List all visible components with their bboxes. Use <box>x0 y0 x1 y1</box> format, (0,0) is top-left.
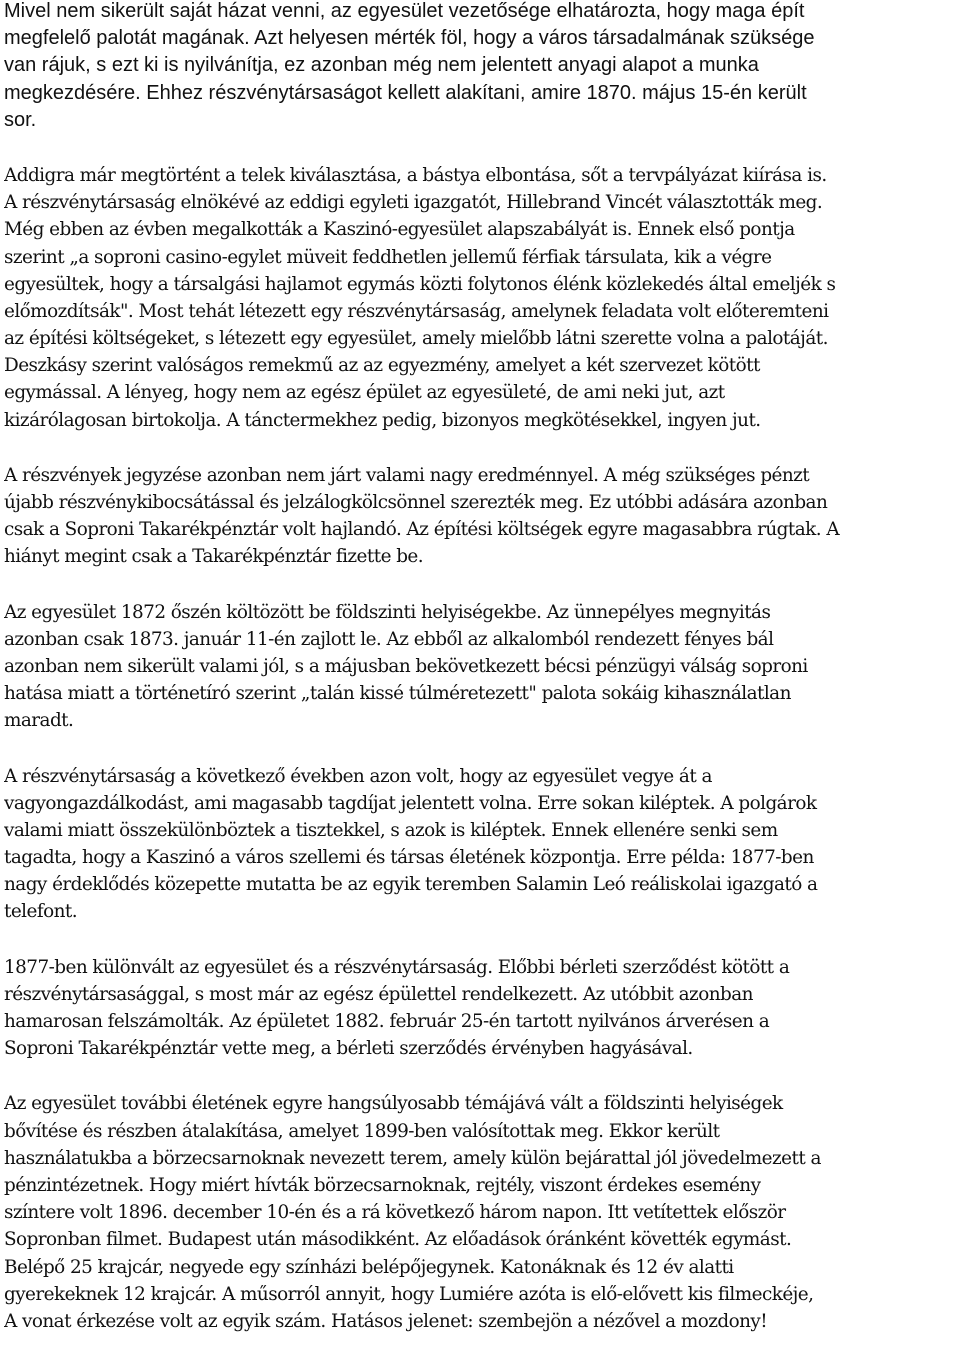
text-line: Deszkásy szerint valóságos remekmű az az egyezmény, amelyet a két szervezet kötött <box>4 355 760 377</box>
paragraph <box>4 162 954 434</box>
text-line: A vonat érkezése volt az egyik szám. Hatásos jelenet: szembejön a nézővel a mozdony! <box>4 1310 768 1332</box>
text-line: sor. <box>4 108 37 131</box>
text-line: tagadta, hogy a Kaszinó a város szellemi és társas életének központja. Erre példa: 1877-ben <box>4 847 814 869</box>
text-line: gyerekeknek 12 krajcár. A műsorról annyit, hogy Lumiére azóta is elő-elővett kis filmeckéje, <box>4 1283 814 1305</box>
paragraph <box>4 763 954 926</box>
text-line: nagy érdeklődés közepette mutatta be az egyik teremben Salamin Leó reáliskolai igazgató a <box>4 874 818 896</box>
text-line: Az egyesület további életének egyre hangsúlyosabb témájává vált a földszinti helyiségek <box>4 1093 783 1115</box>
text-line: előmozdítsák". Most tehát létezett egy részvénytársaság, amelynek feladata volt előteremteni <box>4 300 829 322</box>
text-line: pénzintézetnek. Hogy miért hívták börzecsarnoknak, rejtély, viszont érdekes esemény <box>4 1174 761 1196</box>
text-line: egymással. A lényeg, hogy nem az egész épület az egyesületé, de ami neki jut, azt <box>4 382 725 404</box>
text-line: bővítése és részben átalakítása, amelyet 1899-ben valósítottak meg. Ekkor került <box>4 1120 720 1142</box>
text-line: vagyongazdálkodást, ami magasabb tagdíjat jelentett volna. Erre sokan kiléptek. A polgárok <box>4 792 817 814</box>
text-line: színtere volt 1896. december 10-én és a rá következő három napon. Itt vetítettek először <box>4 1202 786 1224</box>
text-line: Belépő 25 krajcár, negyede egy színházi belépőjegynek. Katonáknak és 12 év alatti <box>4 1256 734 1278</box>
text-line: 1877-ben különvált az egyesület és a részvénytársaság. Előbbi bérleti szerződést kötött a <box>4 956 790 978</box>
text-line: maradt. <box>4 710 74 732</box>
text-line: A részvények jegyzése azonban nem járt valami nagy eredménnyel. A még szükséges pénzt <box>4 464 810 486</box>
text-line: Mivel nem sikerült saját házat venni, az egyesület vezetősége elhatározta, hogy maga épít <box>4 0 805 22</box>
paragraph <box>4 954 954 1063</box>
text-line: hamarosan felszámolták. Az épületet 1882. február 25-én tartott nyilvános árverésen a <box>4 1011 770 1032</box>
paragraph <box>4 0 954 134</box>
text-line: telefont. <box>4 901 78 923</box>
text-line: egyesültek, hogy a társalgási hajlamot egymás közti folytonos élénk közlekedés által emeljék s <box>4 273 836 295</box>
text-line: valami miatt összekülönböztek a tisztekkel, s azok is kiléptek. Ennek ellenére senki sem <box>4 819 778 841</box>
text-line: Soproni Takarékpénztár vette meg, a bérleti szerződés érvényben hagyásával. <box>4 1038 693 1060</box>
text-line: megfelelő palotát magának. Azt helyesen mérték föl, hogy a város társadalmának szüksége <box>4 27 815 50</box>
text-line: szerint „a soproni casino-egylet müveit feddhetlen jellemű férfiak társulata, kik a végre <box>4 246 772 268</box>
text-line: hiányt megint csak a Takarékpénztár fizette be. <box>4 546 424 568</box>
text-line: azonban csak 1873. január 11-én zajlott le. Az ebből az alkalomból rendezett fényes bál <box>4 628 774 650</box>
text-line: részvénytársasággal, s most már az egész épülettel rendelkezett. Az utóbbit azonban <box>4 983 753 1005</box>
text-line: csak a Soproni Takarékpénztár volt hajlandó. Az építési költségek egyre magasabbra rúgtak. A <box>4 519 840 541</box>
text-line: megkezdésére. Ehhez részvénytársaságot kellett alakítani, amire 1870. május 15-én került <box>4 81 807 104</box>
text-line: Sopronban filmet. Budapest után másodikként. Az előadások óránként követték egymást. <box>4 1229 792 1251</box>
text-line: újabb részvénykibocsátással és jelzálogkölcsönnel szerezték meg. Ez utóbbi adására azonban <box>4 492 828 513</box>
text-line: azonban nem sikerült valami jól, s a májusban bekövetkezett bécsi pénzügyi válság soproni <box>4 655 808 677</box>
text-line: A részvénytársaság a következő években azon volt, hogy az egyesület vegye át a <box>4 765 712 787</box>
text-line: Addigra már megtörtént a telek kiválasztása, a bástya elbontása, sőt a tervpályázat kiírása is. <box>4 164 827 186</box>
text-line: használatukba a börzecsarnoknak nevezett terem, amely külön bejárattal jól jövedelmezett a <box>4 1147 821 1169</box>
text-line: kizárólagosan birtokolja. A tánctermekhez pedig, bizonyos megkötésekkel, ingyen jut. <box>4 409 761 431</box>
paragraph <box>4 1090 954 1335</box>
paragraph <box>4 462 954 571</box>
text-line: Az egyesület 1872 őszén költözött be földszinti helyiségekbe. Az ünnepélyes megnyitás <box>4 601 771 623</box>
text-line: van rájuk, s ezt ki is nyilvánítja, ez azonban még nem jelentett anyagi alapot a munka <box>4 54 759 77</box>
text-line: Még ebben az évben megalkották a Kaszinó-egyesület alapszabályát is. Ennek első pontja <box>4 219 795 241</box>
text-line: az építési költségeket, s létezett egy egyesület, amely mielőbb látni szerette volna a palotáját. <box>4 328 828 350</box>
paragraph <box>4 599 954 735</box>
text-line: hatása miatt a történetíró szerint „talán kissé túlméretezett" palota sokáig kihasználatlan <box>4 683 791 705</box>
text-line: A részvénytársaság elnökévé az eddigi egyleti igazgatót, Hillebrand Vincét választották meg. <box>4 192 823 214</box>
